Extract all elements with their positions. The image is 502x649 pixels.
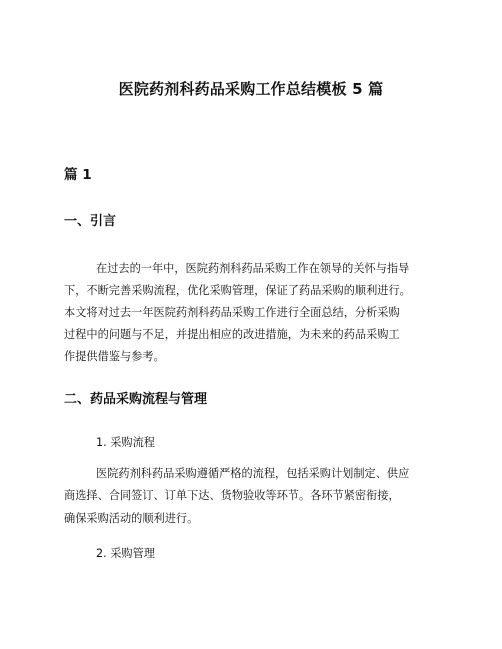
paragraph-line: 本文将对过去一年医院药剂科药品采购工作进行全面总结，分析采购 <box>64 306 400 319</box>
subsection-title-process: 1. 采购流程 <box>96 436 155 449</box>
paragraph-line: 作提供借鉴与参考。 <box>64 350 165 363</box>
document-title: 医院药剂科药品采购工作总结模板 5 篇 <box>118 80 384 98</box>
part-label: 篇 1 <box>64 167 92 183</box>
paragraph-line: 下，不断完善采购流程，优化采购管理，保证了药品采购的顺利进行。 <box>64 284 411 297</box>
paragraph-line: 确保采购活动的顺利进行。 <box>64 512 199 525</box>
subsection-title-management: 2. 采购管理 <box>96 547 155 560</box>
paragraph-line: 在过去的一年中，医院药剂科药品采购工作在领导的关怀与指导 <box>96 262 410 275</box>
paragraph-line: 商选择、合同签订、订单下达、货物验收等环节。各环节紧密衔接， <box>64 489 400 502</box>
paragraph-line: 医院药剂科药品采购遵循严格的流程，包括采购计划制定、供应 <box>96 467 410 480</box>
section-heading-procurement: 二、药品采购流程与管理 <box>64 392 208 407</box>
section-heading-introduction: 一、引言 <box>64 214 117 229</box>
paragraph-line: 过程中的问题与不足，并提出相应的改进措施，为未来的药品采购工 <box>64 328 400 341</box>
